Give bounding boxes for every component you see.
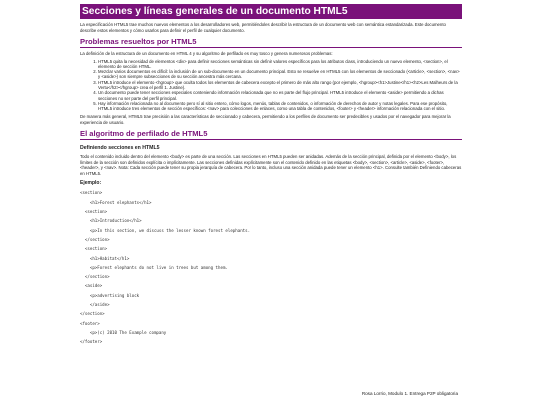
code-line: <section> xyxy=(80,190,103,196)
code-line: <section> xyxy=(80,246,108,252)
code-line: <footer> xyxy=(80,320,100,326)
document-page xyxy=(0,4,540,409)
code-line: <p>In this section, we discuss the lesser known forest elephants. xyxy=(80,227,251,233)
code-line: </footer> xyxy=(80,339,103,345)
page-footer: Rosa Lorrio, Modulo 1. Entrega P2P obligatoria xyxy=(361,391,458,396)
section-heading-algorithm: El algoritmo de perfilado de HTML5 xyxy=(80,129,462,140)
code-line: </section> xyxy=(80,311,105,317)
document-content xyxy=(80,4,462,347)
code-example xyxy=(80,188,462,346)
problems-list xyxy=(80,59,462,112)
code-line: <section> xyxy=(80,209,108,215)
code-line: <p>advertising block xyxy=(80,292,140,298)
subheading-defining-sections: Definiendo secciones en HTML5 xyxy=(80,145,160,152)
problems-lead-paragraph: La definición de la estructura de un documento en HTML 4 y su algoritmo de perfilado es muy tosco y genera numerosos problemas: xyxy=(80,51,333,56)
code-line: <h1>Forest elephants</h1> xyxy=(80,199,152,205)
defining-sections-paragraph: Todo el contenido incluido dentro del elemento <body> es parte de una sección. Las secciones en HTML5 pueden ser anidadas. Además de la sección principal, definida por el elemento <body>, los límites de la sección son definidos explícita o implícitamente. Las secciones definidas explícitamente son el contenido definido en las etiquetas <body>, <section>, <article>, <aside>, <footer>, <header>, y <nav>. Nota: Cada sección puede tener su propia jerarquía de cabecera. Por lo tanto, incluso una sección anidada puede tener un elemento <h1>. Consulte también Definiendo cabeceras en HTML5. xyxy=(80,154,462,176)
list-item: 2. Mezclar varios documentos es difícil: la inclusión de un sub-documento en un documento principal. Esto se resuelve en HTML5 con los elementos de seccionado (<article>, <section>, <nav> y <aside>) son siempre subsecciones de su sección ancestra más cercana. xyxy=(98,69,462,80)
example-label: Ejemplo: xyxy=(80,180,102,187)
list-item: 1. HTML5 quita la necesidad de elementos <div> para definir secciones semánticas sin definir valores específicos para los atributos class, introduciendo un nuevo elemento, <section>, el elemento de sección HTML. xyxy=(98,59,462,70)
code-line: </section> xyxy=(80,236,110,242)
code-line: <h1>Introduction</h1> xyxy=(80,218,142,224)
code-line: </section> xyxy=(80,274,110,280)
intro-paragraph: La especificación HTML5 trae muchos nuevos elementos a los desarrolladores web, permitiéndoles describir la estructura de un documento web con semántica estandarizada. Este documento describe estos elementos y cómo usarlos para definir el perfil de cualquier documento. xyxy=(80,22,446,33)
list-item: 4. Un documento puede tener secciones especiales conteniendo información relacionada que no es parte del flujo principal. HTML5 introduce el elemento <aside> permitiendo a dichas secciones no ser parte del perfil principal. xyxy=(98,90,462,101)
code-line: <p>(c) 2010 The Example company xyxy=(80,329,167,335)
list-item: 5. Hay información relacionada no al documento pero sí al sitio entero, cómo logos, menús, tablas de contenidos, o información de derechos de autor y notas legales. Para ese propósito, HTML5 introduce tres elementos de sección específicos: <nav> para colecciones de enlaces, como una tabla de contenidos, <footer> y <header> información relacionada con el sitio. xyxy=(98,101,462,112)
code-line: <aside> xyxy=(80,283,103,289)
list-item: 3. HTML5 introduce el elemento <hgroup> que oculta todos los elementos de cabecera excepto el primero de más alto rango (por ejemplo, <hgroup><h1>Justine</h1><h2>Les Malheurs de la Vertu</h2></hgroup> crea el perfil 1. Justine). xyxy=(98,80,462,91)
code-line: <h1>Habitat</h1> xyxy=(80,255,130,261)
section-heading-problems: Problemas resueltos por HTML5 xyxy=(80,37,462,48)
code-line: <p>Forest elephants do not live in trees but among them. xyxy=(80,264,228,270)
problems-closing-paragraph: De manera más general, HTML5 trae precisión a las características de seccionado y cabecera, permitiendo a los perfiles de documento ser predecibles y usados por el navegador para mejorar la experiencia de usuario. xyxy=(80,114,451,125)
page-title: Secciones y líneas generales de un documento HTML5 xyxy=(80,4,462,19)
code-line: </aside> xyxy=(80,302,110,308)
